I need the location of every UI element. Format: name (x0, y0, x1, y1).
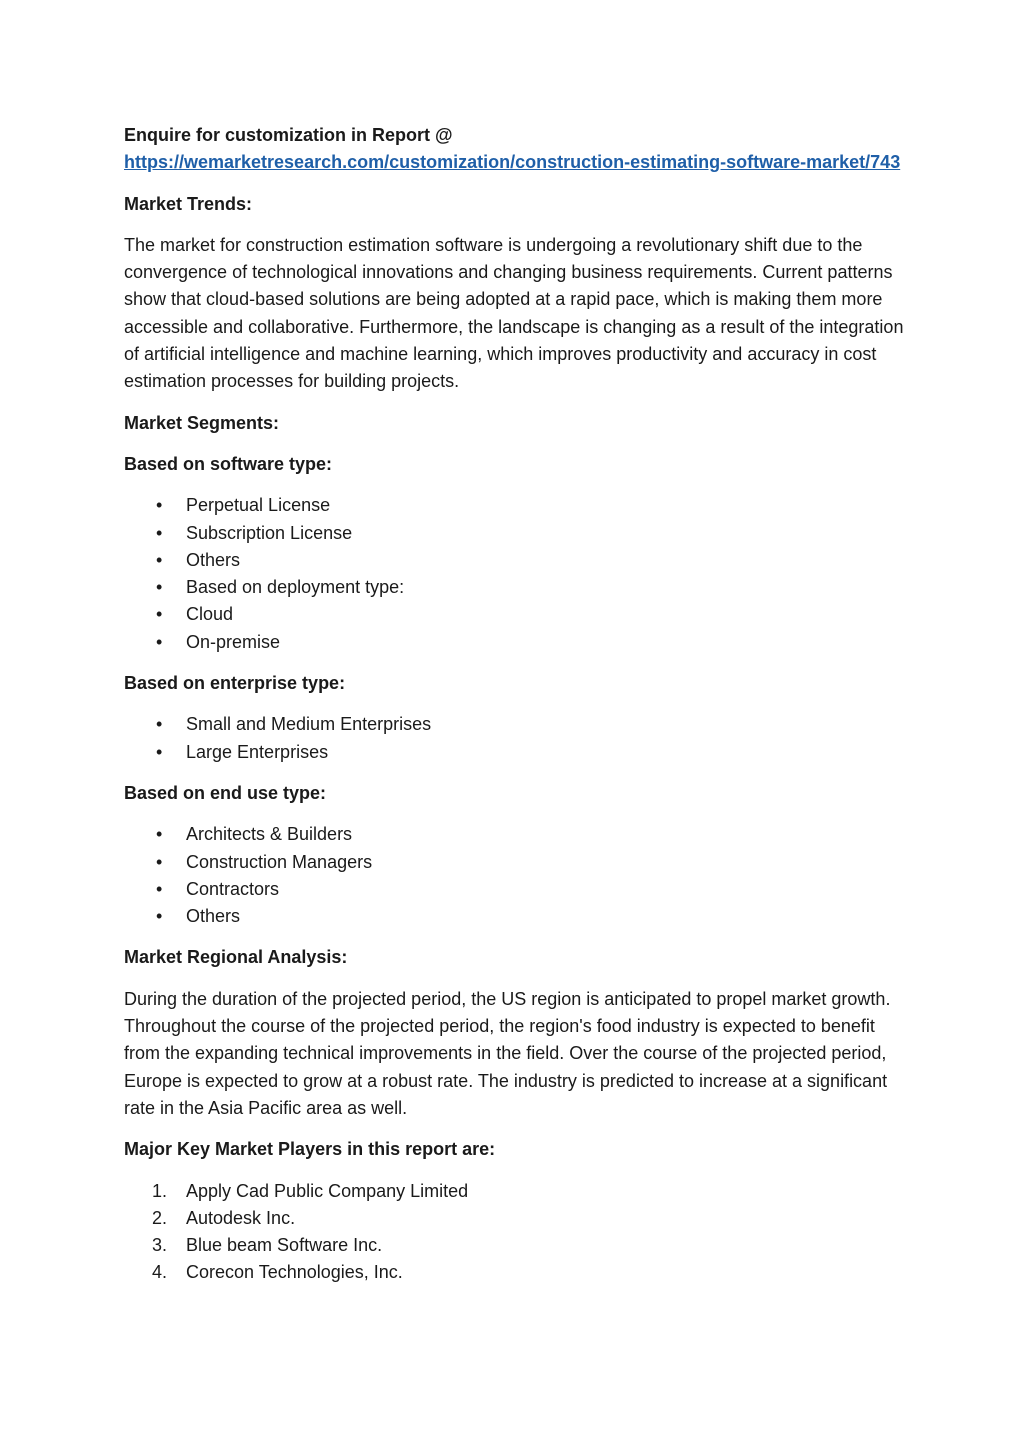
list-number: 1. (152, 1180, 168, 1201)
enquire-heading: Enquire for customization in Report @ (124, 125, 453, 145)
regional-analysis-heading: Market Regional Analysis: (124, 947, 348, 968)
bullet-icon: • (156, 714, 163, 735)
bullet-icon: • (156, 906, 163, 927)
list-item: • Others (124, 547, 904, 574)
customization-link[interactable]: https://wemarketresearch.com/customization/construction-estimating-software-market/743 (124, 152, 901, 173)
key-players-list (124, 1178, 904, 1287)
list-item: 3. Blue beam Software Inc. (124, 1232, 904, 1259)
software-type-list (124, 492, 904, 656)
list-item: • Perpetual License (124, 492, 904, 519)
bullet-icon: • (156, 549, 163, 570)
bullet-icon: • (156, 878, 163, 899)
bullet-icon: • (156, 604, 163, 625)
list-number: 3. (152, 1235, 168, 1256)
software-type-heading: Based on software type: (124, 453, 333, 474)
key-players-heading: Major Key Market Players in this report are: (124, 1139, 496, 1160)
list-item: 2. Autodesk Inc. (124, 1205, 904, 1232)
list-item: 4. Corecon Technologies, Inc. (124, 1259, 904, 1286)
bullet-icon: • (156, 741, 163, 762)
list-item: • Based on deployment type: (124, 574, 904, 601)
list-item: • Small and Medium Enterprises (124, 711, 904, 738)
enterprise-type-list (124, 711, 904, 766)
list-item: • Contractors (124, 876, 904, 903)
list-item: 1. Apply Cad Public Company Limited (124, 1178, 904, 1205)
list-item: • Architects & Builders (124, 821, 904, 848)
enterprise-type-heading: Based on enterprise type: (124, 673, 346, 694)
end-use-type-list (124, 821, 904, 930)
market-trends-paragraph: The market for construction estimation software is undergoing a revolutionary shift due to the convergence of technological innovations and changing business requirements. Current patterns show that cloud-based solutions are being adopted at a rapid pace, which is making them more accessible and collaborative. Furthermore, the landscape is changing as a result of the integration of artificial intelligence and machine learning, which improves productivity and accuracy in cost estimation processes for building projects. (124, 234, 904, 392)
regional-analysis-paragraph: During the duration of the projected period, the US region is anticipated to propel market growth. Throughout the course of the projected period, the region's food industry is expected to benefit from the expanding technical improvements in the field. Over the course of the projected period, Europe is expected to grow at a robust rate. The industry is predicted to increase at a significant rate in the Asia Pacific area as well. (124, 988, 891, 1118)
list-item: • Subscription License (124, 520, 904, 547)
list-item: • Cloud (124, 601, 904, 628)
market-segments-heading: Market Segments: (124, 412, 280, 433)
end-use-type-heading: Based on end use type: (124, 782, 327, 803)
bullet-icon: • (156, 577, 163, 598)
bullet-icon: • (156, 851, 163, 872)
document-page (124, 122, 904, 1301)
bullet-icon: • (156, 495, 163, 516)
list-number: 4. (152, 1262, 168, 1283)
list-item: • Large Enterprises (124, 739, 904, 766)
bullet-icon: • (156, 824, 163, 845)
list-item: • Others (124, 903, 904, 930)
market-trends-heading: Market Trends: (124, 193, 253, 214)
list-item: • On-premise (124, 629, 904, 656)
bullet-icon: • (156, 522, 163, 543)
bullet-icon: • (156, 631, 163, 652)
list-number: 2. (152, 1207, 168, 1228)
list-item: • Construction Managers (124, 849, 904, 876)
